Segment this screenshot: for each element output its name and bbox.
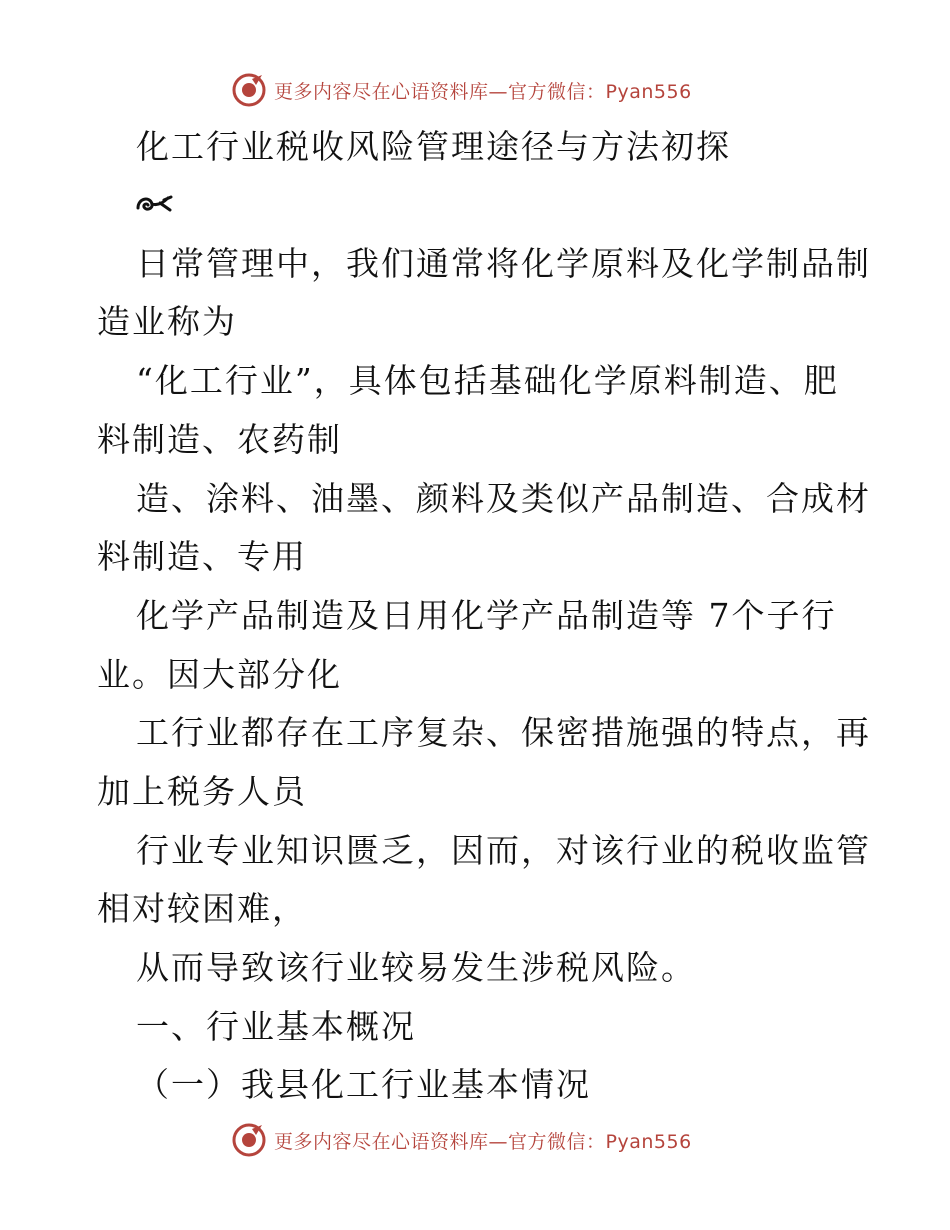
- body-line: 化学产品制造及日用化学产品制造等 7个子行: [136, 596, 837, 635]
- section-heading: 一、行业基本概况: [136, 1007, 416, 1046]
- footer-banner: [232, 1120, 692, 1160]
- header-banner: [232, 70, 692, 110]
- body-line: 日常管理中，我们通常将化学原料及化学制品制: [136, 244, 871, 283]
- logo-icon: [232, 73, 266, 107]
- logo-icon: [232, 1123, 266, 1157]
- body-line: 造业称为: [97, 302, 237, 341]
- body-line: 造、涂料、油墨、颜料及类似产品制造、合成材: [136, 479, 871, 518]
- subsection-heading: （一）我县化工行业基本情况: [136, 1065, 591, 1104]
- body-line: 加上税务人员: [97, 772, 307, 811]
- body-line: 行业专业知识匮乏，因而，对该行业的税收监管: [136, 831, 871, 870]
- body-line: “化工行业”，具体包括基础化学原料制造、肥: [136, 361, 839, 400]
- body-line: 料制造、专用: [97, 537, 307, 576]
- banner-text: 更多内容尽在心语资料库—官方微信：Pyan556: [274, 80, 692, 103]
- body-line: 相对较困难，: [97, 889, 307, 928]
- body-line: 从而导致该行业较易发生涉税风险。: [136, 948, 696, 987]
- body-line: 业。因大部分化: [97, 655, 342, 694]
- document-title: 化工行业税收风险管理途径与方法初探: [136, 127, 731, 166]
- fleuron-icon: [134, 192, 174, 218]
- body-line: 料制造、农药制: [97, 420, 342, 459]
- banner-text: 更多内容尽在心语资料库—官方微信：Pyan556: [274, 1130, 692, 1153]
- body-line: 工行业都存在工序复杂、保密措施强的特点，再: [136, 713, 871, 752]
